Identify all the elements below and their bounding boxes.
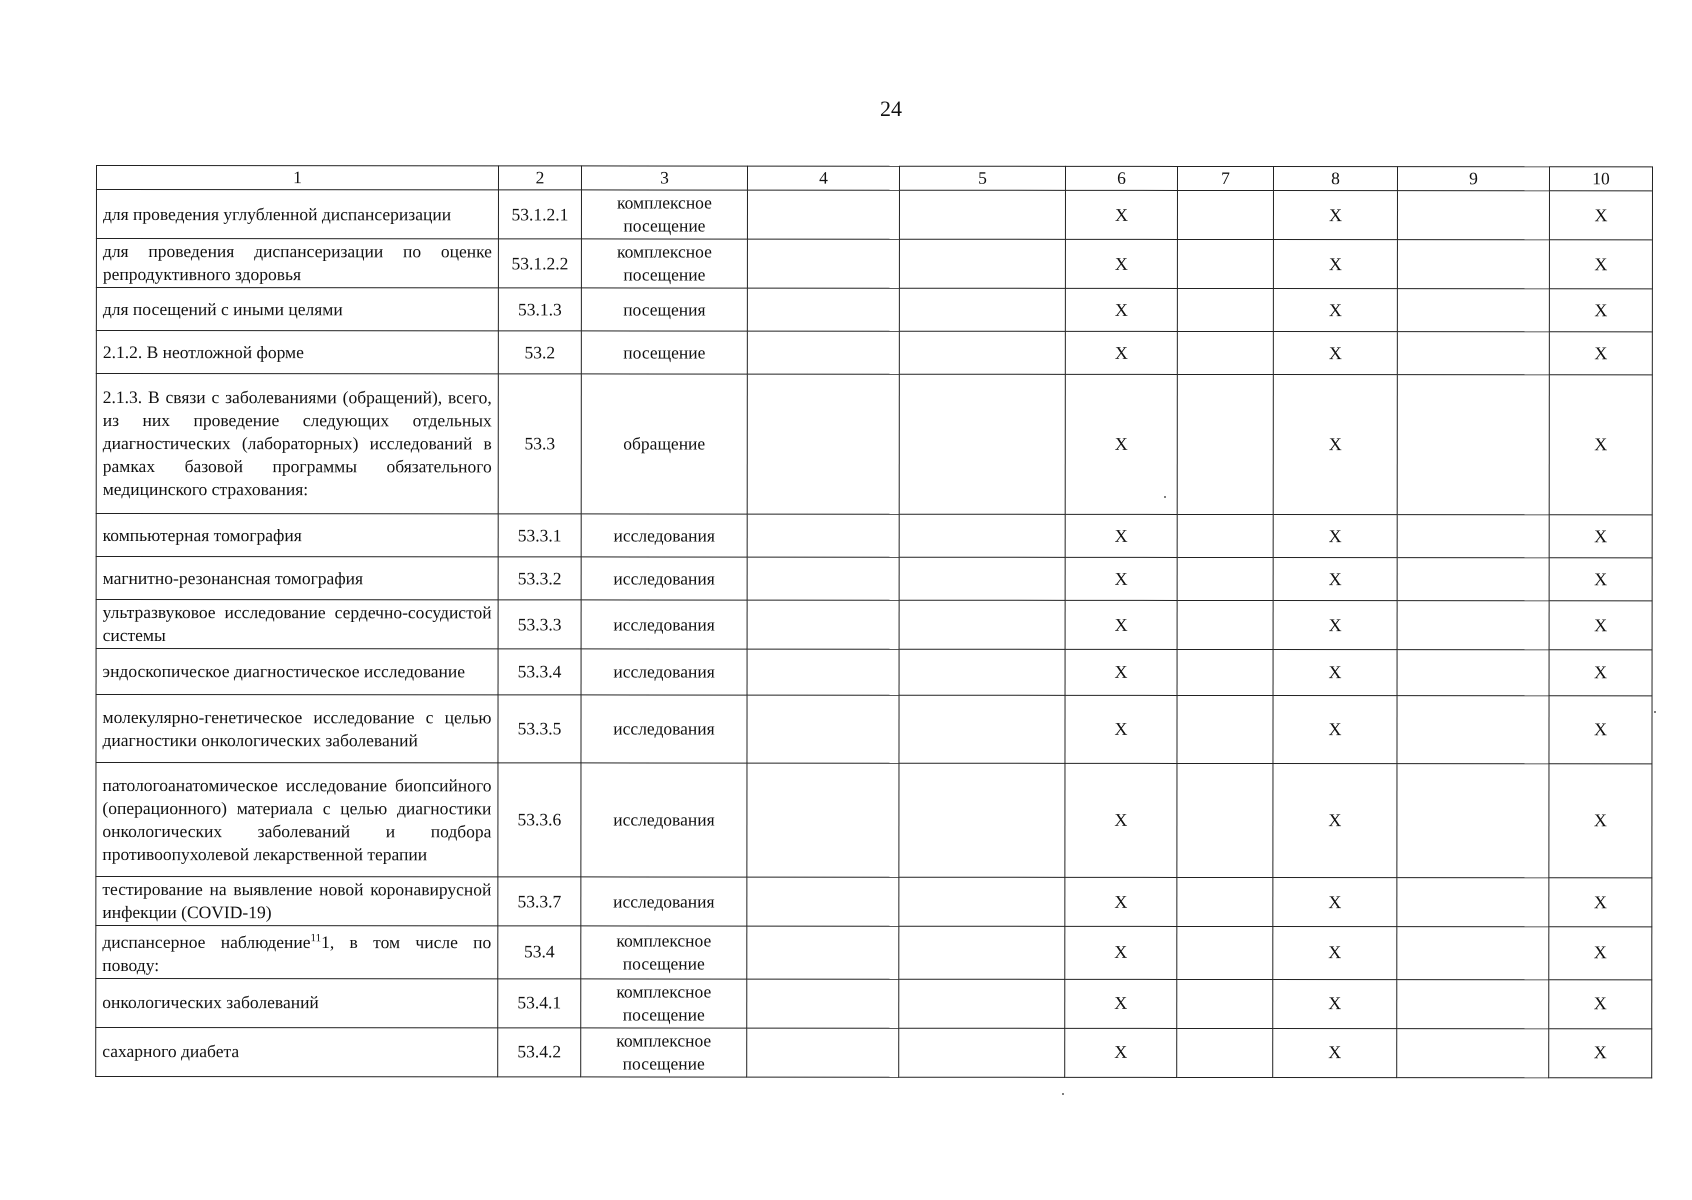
col6-cell: X — [1065, 288, 1177, 331]
table-row — [96, 190, 1652, 240]
unit-cell: комплексное посещение — [581, 1028, 747, 1077]
col8-cell: X — [1273, 764, 1397, 878]
col10-cell: X — [1549, 878, 1652, 927]
name-cell — [96, 926, 498, 979]
unit-cell: исследования — [581, 514, 747, 557]
col9-cell — [1397, 764, 1549, 878]
row-name-tail: 1, в том числе по поводу: — [102, 932, 492, 975]
name-cell — [96, 1027, 498, 1076]
col4-cell — [747, 926, 899, 979]
scan-speck — [1164, 496, 1166, 498]
col9-cell — [1397, 515, 1549, 558]
col7-cell — [1177, 514, 1273, 557]
table-row — [96, 600, 1652, 650]
unit-cell: обращение — [581, 374, 747, 514]
col4-cell — [747, 877, 899, 926]
col4-cell — [747, 190, 899, 239]
col5-cell — [899, 1028, 1065, 1077]
col5-cell — [899, 695, 1065, 763]
column-header: 6 — [1065, 166, 1177, 190]
header-row — [96, 166, 1652, 191]
name-cell — [96, 600, 498, 649]
code-cell: 53.3.5 — [498, 695, 581, 763]
row-name: эндоскопическое диагностическое исследование — [102, 661, 466, 682]
col7-cell — [1177, 331, 1273, 374]
name-cell — [96, 374, 498, 514]
table-row — [96, 374, 1652, 515]
code-cell: 53.4 — [498, 926, 581, 979]
col8-cell: X — [1273, 289, 1397, 332]
code-cell: 53.1.3 — [498, 288, 581, 331]
col10-cell: X — [1549, 927, 1652, 980]
page-number: 24 — [880, 96, 902, 121]
code-cell: 53.1.2.1 — [498, 190, 581, 239]
col6-cell: X — [1065, 374, 1177, 514]
name-cell — [96, 331, 498, 374]
col4-cell — [747, 763, 899, 877]
col8-cell: X — [1273, 696, 1397, 764]
col5-cell — [899, 877, 1065, 926]
code-cell: 53.1.2.2 — [498, 239, 581, 288]
col9-cell — [1397, 650, 1549, 696]
col10-cell: X — [1549, 696, 1652, 764]
code-cell: 53.3.3 — [498, 600, 581, 649]
col10-cell: X — [1549, 764, 1652, 878]
row-name: молекулярно-генетическое исследование с целью диагностики онкологических заболеваний — [102, 706, 492, 750]
col7-cell — [1177, 763, 1273, 877]
name-cell — [96, 649, 498, 695]
col10-cell: X — [1549, 289, 1652, 332]
col8-cell: X — [1273, 601, 1397, 650]
col6-cell: X — [1065, 695, 1177, 763]
column-header: 1 — [96, 166, 498, 190]
column-header: 7 — [1177, 166, 1273, 190]
table-row — [96, 288, 1652, 332]
col4-cell — [747, 979, 899, 1028]
col6-cell: X — [1065, 557, 1177, 600]
col9-cell — [1397, 979, 1549, 1028]
col8-cell: X — [1273, 979, 1397, 1028]
unit-cell: исследования — [581, 763, 747, 877]
unit-cell: посещения — [581, 288, 747, 331]
col6-cell: X — [1065, 600, 1177, 649]
name-cell — [96, 190, 498, 239]
col8-cell: X — [1273, 1028, 1397, 1077]
col10-cell: X — [1549, 601, 1652, 650]
col5-cell — [899, 600, 1065, 649]
col9-cell — [1397, 878, 1549, 927]
col5-cell — [899, 926, 1065, 979]
table-row — [96, 877, 1652, 927]
unit-cell: комплексное посещение — [581, 239, 747, 288]
code-cell: 53.3.2 — [498, 557, 581, 600]
col10-cell: X — [1549, 1029, 1652, 1078]
unit-cell: комплексное посещение — [581, 190, 747, 239]
table-row — [96, 557, 1652, 601]
col7-cell — [1177, 557, 1273, 600]
code-cell: 53.3 — [498, 374, 581, 514]
col5-cell — [899, 239, 1065, 288]
table-row — [96, 239, 1652, 289]
col6-cell: X — [1065, 926, 1177, 979]
unit-cell: исследования — [581, 877, 747, 926]
col9-cell — [1397, 191, 1549, 240]
col8-cell: X — [1273, 191, 1397, 240]
table-body — [96, 166, 1653, 1078]
col4-cell — [747, 374, 899, 514]
col4-cell — [747, 695, 899, 763]
col6-cell: X — [1065, 649, 1177, 695]
col8-cell: X — [1273, 650, 1397, 696]
scan-speck — [1654, 711, 1656, 713]
col6-cell: X — [1065, 1028, 1177, 1077]
col5-cell — [899, 331, 1065, 374]
table-row — [96, 695, 1652, 764]
code-cell: 53.3.1 — [498, 514, 581, 557]
col4-cell — [747, 1028, 899, 1077]
col4-cell — [747, 288, 899, 331]
col5-cell — [899, 374, 1065, 514]
scan-speck — [1062, 1093, 1064, 1095]
col5-cell — [899, 190, 1065, 239]
col9-cell — [1397, 696, 1549, 764]
code-cell: 53.4.1 — [498, 979, 581, 1028]
name-cell — [96, 763, 498, 877]
col5-cell — [899, 649, 1065, 695]
data-table — [95, 165, 1653, 1078]
col7-cell — [1177, 695, 1273, 763]
col7-cell — [1177, 288, 1273, 331]
col10-cell: X — [1549, 980, 1652, 1029]
col8-cell: X — [1273, 558, 1397, 601]
row-name: онкологических заболеваний — [102, 992, 319, 1013]
col8-cell: X — [1273, 240, 1397, 289]
col6-cell: X — [1065, 763, 1177, 877]
col7-cell — [1177, 374, 1273, 514]
col10-cell: X — [1549, 375, 1652, 515]
code-cell: 53.3.7 — [498, 877, 581, 926]
col6-cell: X — [1065, 514, 1177, 557]
row-name: магнитно-резонансная томография — [102, 567, 364, 588]
col7-cell — [1177, 1028, 1273, 1077]
name-cell — [96, 695, 498, 763]
table-row — [96, 978, 1652, 1028]
name-cell — [96, 557, 498, 600]
unit-cell: исследования — [581, 557, 747, 600]
col5-cell — [899, 979, 1065, 1028]
row-name: компьютерная томография — [102, 524, 302, 545]
col10-cell: X — [1549, 558, 1652, 601]
row-name: сахарного диабета — [102, 1041, 240, 1062]
col7-cell — [1177, 877, 1273, 926]
col10-cell: X — [1549, 240, 1652, 289]
col9-cell — [1397, 375, 1549, 515]
col5-cell — [899, 288, 1065, 331]
unit-cell: комплексное посещение — [581, 979, 747, 1028]
col7-cell — [1177, 239, 1273, 288]
col9-cell — [1397, 558, 1549, 601]
name-cell — [96, 877, 498, 926]
col5-cell — [899, 557, 1065, 600]
col6-cell: X — [1065, 979, 1177, 1028]
col9-cell — [1397, 1028, 1549, 1077]
row-name: для посещений с иными целями — [102, 298, 343, 319]
col4-cell — [747, 557, 899, 600]
row-name: тестирование на выявление новой коронавирусной инфекции (COVID-19) — [102, 879, 492, 923]
unit-cell: исследования — [581, 695, 747, 763]
col10-cell: X — [1549, 515, 1652, 558]
row-name: для проведения углубленной диспансеризации — [102, 203, 452, 224]
name-cell — [96, 514, 498, 557]
table-row — [96, 649, 1652, 696]
footnote-ref: 11 — [310, 932, 322, 945]
row-name: 2.1.2. В неотложной форме — [102, 341, 304, 362]
col8-cell: X — [1273, 927, 1397, 980]
col5-cell — [899, 514, 1065, 557]
col7-cell — [1177, 926, 1273, 979]
col6-cell: X — [1065, 239, 1177, 288]
column-header: 8 — [1273, 167, 1397, 191]
col4-cell — [747, 649, 899, 695]
name-cell — [96, 239, 498, 288]
code-cell: 53.4.2 — [498, 1028, 581, 1077]
col5-cell — [899, 763, 1065, 877]
column-header: 3 — [581, 166, 747, 190]
unit-cell: исследования — [581, 649, 747, 695]
table-row — [96, 514, 1652, 558]
row-name: патологоанатомическое исследование биопсийного (операционного) материала с целью диагностики онкологических заболеваний и подбора противоопухолевой лекарственной терапии — [102, 774, 492, 864]
col7-cell — [1177, 649, 1273, 695]
col8-cell: X — [1273, 515, 1397, 558]
col10-cell: X — [1549, 332, 1652, 375]
col9-cell — [1397, 332, 1549, 375]
row-name: 2.1.3. В связи с заболеваниями (обращений), всего, из них проведение следующих отдельных диагностических (лабораторных) исследований в рамках базовой программы обязательного медицинского страхования: — [102, 387, 492, 500]
col6-cell: X — [1065, 190, 1177, 239]
col8-cell: X — [1273, 332, 1397, 375]
row-name: для проведения диспансеризации по оценке репродуктивного здоровья — [102, 241, 492, 285]
col6-cell: X — [1065, 877, 1177, 926]
table-row — [96, 763, 1652, 878]
col9-cell — [1397, 927, 1549, 980]
col10-cell: X — [1549, 191, 1652, 240]
table-row — [96, 1027, 1652, 1077]
col8-cell: X — [1273, 878, 1397, 927]
column-header: 2 — [498, 166, 581, 190]
unit-cell: посещение — [581, 331, 747, 374]
name-cell — [96, 978, 498, 1027]
col4-cell — [747, 239, 899, 288]
row-name: диспансерное наблюдение — [102, 931, 311, 953]
col9-cell — [1397, 601, 1549, 650]
col6-cell: X — [1065, 331, 1177, 374]
col7-cell — [1177, 190, 1273, 239]
col9-cell — [1397, 289, 1549, 332]
name-cell — [96, 288, 498, 331]
column-header: 9 — [1397, 167, 1549, 191]
col4-cell — [747, 600, 899, 649]
column-header: 4 — [747, 166, 899, 190]
col7-cell — [1177, 979, 1273, 1028]
table-row — [96, 926, 1652, 980]
column-header: 5 — [899, 166, 1065, 190]
unit-cell: исследования — [581, 600, 747, 649]
col8-cell: X — [1273, 375, 1397, 515]
unit-cell: комплексное посещение — [581, 926, 747, 979]
row-name: ультразвуковое исследование сердечно-сосудистой системы — [102, 602, 492, 646]
col10-cell: X — [1549, 650, 1652, 696]
col7-cell — [1177, 600, 1273, 649]
code-cell: 53.2 — [498, 331, 581, 374]
col9-cell — [1397, 240, 1549, 289]
code-cell: 53.3.6 — [498, 763, 581, 877]
code-cell: 53.3.4 — [498, 649, 581, 695]
column-header: 10 — [1549, 167, 1652, 191]
col4-cell — [747, 514, 899, 557]
col4-cell — [747, 331, 899, 374]
table-row — [96, 331, 1652, 375]
